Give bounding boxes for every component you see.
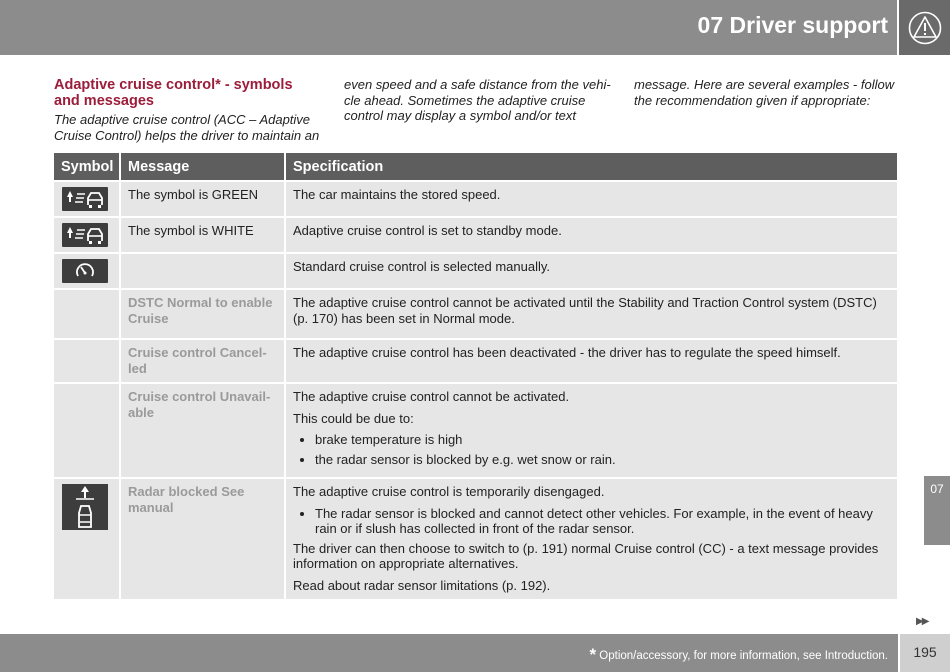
acc-car-icon	[62, 187, 108, 211]
intro-column-1	[54, 77, 322, 143]
message-cell: Radar blocked See manual	[120, 478, 285, 600]
warning-triangle-icon	[908, 11, 942, 45]
symbol-cell	[54, 289, 120, 339]
symbol-cell	[54, 339, 120, 383]
list-item: • the radar sensor is blocked by e.g. wet snow or rain.	[315, 452, 890, 468]
intro-text-2: even speed and a safe distance from the vehi-cle ahead. Sometimes the adaptive cruise control may display a symbol and/or text	[344, 77, 611, 123]
bullet-list	[293, 432, 890, 467]
message-cell	[120, 253, 285, 289]
message-cell: The symbol is GREEN	[120, 181, 285, 217]
spec-cell	[285, 478, 897, 600]
acc-car-icon	[62, 223, 108, 247]
bullet-list	[293, 506, 890, 537]
double-chevron-right-icon[interactable]: ▶▶	[916, 616, 928, 627]
chapter-tab[interactable]: 07	[924, 476, 950, 545]
warning-box	[897, 0, 950, 55]
message-cell: Cruise control Cancel-led	[120, 339, 285, 383]
spec-text: The adaptive cruise control cannot be activated until the Stability and Traction Control system (DSTC) (p. 170) has been set in Normal mode.	[293, 295, 877, 326]
radar-blocked-icon	[62, 484, 108, 530]
spec-text: The driver can then choose to switch to (p. 191) normal Cruise control (CC) - a text message provides information on appropriate alternatives.	[293, 540, 879, 571]
header-message: Message	[120, 153, 285, 181]
header-symbol: Symbol	[54, 153, 120, 181]
table-row	[54, 253, 897, 289]
message-cell: DSTC Normal to enable Cruise	[120, 289, 285, 339]
symbol-cell	[54, 478, 120, 600]
intro-text-1: The adaptive cruise control (ACC – Adaptive Cruise Control) helps the driver to maintain an	[54, 112, 320, 143]
spec-text: Adaptive cruise control is set to standby mode.	[293, 223, 562, 238]
spec-text: Read about radar sensor limitations (p. 192).	[293, 577, 551, 593]
speedometer-icon	[62, 259, 108, 283]
table-row	[54, 478, 897, 600]
page-number: 195	[898, 634, 950, 672]
list-item: • The radar sensor is blocked and cannot detect other vehicles. For example, in the event of heavy rain or if slush has collected in front of the radar sensor.	[315, 506, 890, 537]
spec-cell	[285, 253, 897, 289]
spec-text: The adaptive cruise control is temporarily disengaged.	[293, 484, 605, 499]
table-row	[54, 289, 897, 339]
spec-text: The adaptive cruise control has been deactivated - the driver has to regulate the speed himself.	[293, 345, 841, 360]
symbols-table	[54, 153, 897, 601]
symbol-cell	[54, 253, 120, 289]
spec-cell	[285, 217, 897, 253]
symbol-cell	[54, 217, 120, 253]
spec-text: This could be due to:	[293, 410, 414, 426]
spec-cell	[285, 383, 897, 478]
message-cell: Cruise control Unavail-able	[120, 383, 285, 478]
intro-text-3: message. Here are several examples - follow the recommendation given if appropriate:	[634, 77, 895, 108]
chapter-title: 07 Driver support	[697, 12, 888, 38]
footnote-text: Option/accessory, for more information, see Introduction.	[599, 650, 888, 662]
spec-text: Standard cruise control is selected manually.	[293, 259, 550, 274]
spec-text: The car maintains the stored speed.	[293, 187, 501, 202]
symbol-cell	[54, 181, 120, 217]
table-header-row	[54, 153, 897, 181]
header-specification: Specification	[285, 153, 897, 181]
symbol-cell	[54, 383, 120, 478]
table-row	[54, 383, 897, 478]
spec-cell	[285, 289, 897, 339]
spec-cell	[285, 339, 897, 383]
table-row	[54, 339, 897, 383]
spec-text: The adaptive cruise control cannot be activated.	[293, 389, 570, 404]
table-row	[54, 181, 897, 217]
section-title: Adaptive cruise control* - symbols and messages	[54, 77, 293, 109]
footnote	[589, 644, 888, 664]
table-row	[54, 217, 897, 253]
footnote-star: *	[589, 645, 597, 664]
list-item: • brake temperature is high	[315, 432, 890, 448]
message-cell: The symbol is WHITE	[120, 217, 285, 253]
spec-cell	[285, 181, 897, 217]
